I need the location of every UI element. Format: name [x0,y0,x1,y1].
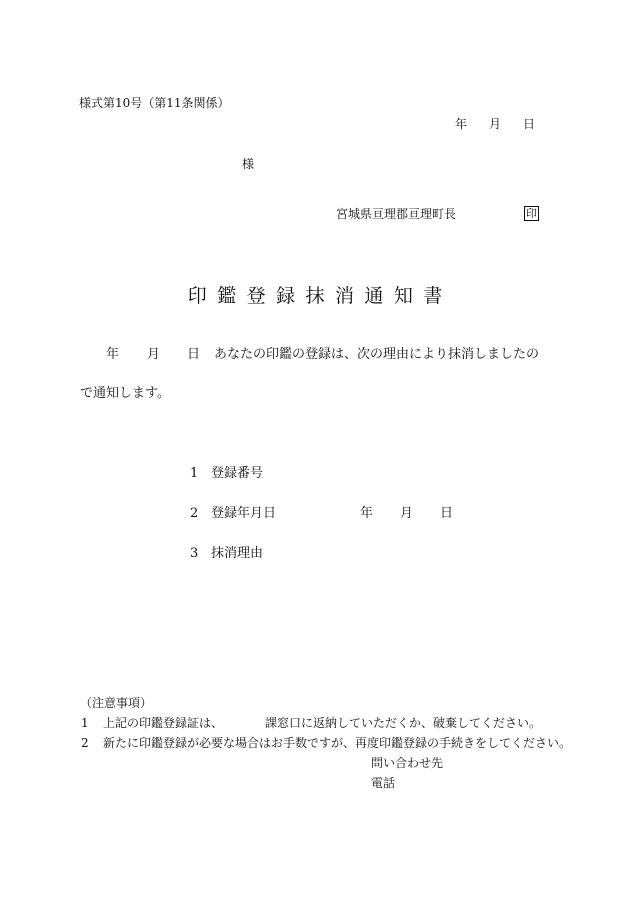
body-line-2: で通知します。 [80,386,170,401]
header-date-year: 年 [455,117,468,131]
note-text-2: 新たに印鑑登録が必要な場合はお手数ですが、再度印鑑登録の手続きをしてください。 [103,736,572,750]
notes-heading: （注意事項） [80,696,153,710]
issuer-name: 宮城県亘理郡亘理町長 [336,207,457,221]
note-text-1-after: 課窓口に返納していただくか、破棄してください。 [265,716,542,730]
item-number-1: 1 [190,466,199,481]
header-date-month: 月 [489,117,502,131]
document-title: 印鑑登録抹消通知書 [187,285,453,307]
seal-mark: 印 [526,207,537,220]
item-label-cancellation-reason: 抹消理由 [211,546,264,561]
header-date-day: 日 [523,117,536,131]
item-label-registration-number: 登録番号 [211,466,264,481]
phone-label: 電話 [371,776,396,790]
item-date-day: 日 [440,506,454,521]
body-date-month: 月 [147,347,161,362]
addressee-suffix: 様 [242,157,255,171]
body-date-year: 年 [106,347,120,362]
note-number-2: 2 [81,736,89,750]
item-date-year: 年 [360,506,374,521]
contact-label: 問い合わせ先 [371,756,444,770]
body-line-1: あなたの印鑑の登録は、次の理由により抹消しましたの [214,347,540,362]
item-number-3: 3 [190,546,199,561]
item-date-month: 月 [400,506,414,521]
body-date-day: 日 [187,347,201,362]
note-number-1: 1 [81,716,89,730]
item-label-registration-date: 登録年月日 [211,506,277,521]
form-number: 様式第10号（第11条関係） [79,96,230,110]
item-number-2: 2 [190,506,199,521]
note-text-1-before: 上記の印鑑登録証は、 [103,716,224,730]
